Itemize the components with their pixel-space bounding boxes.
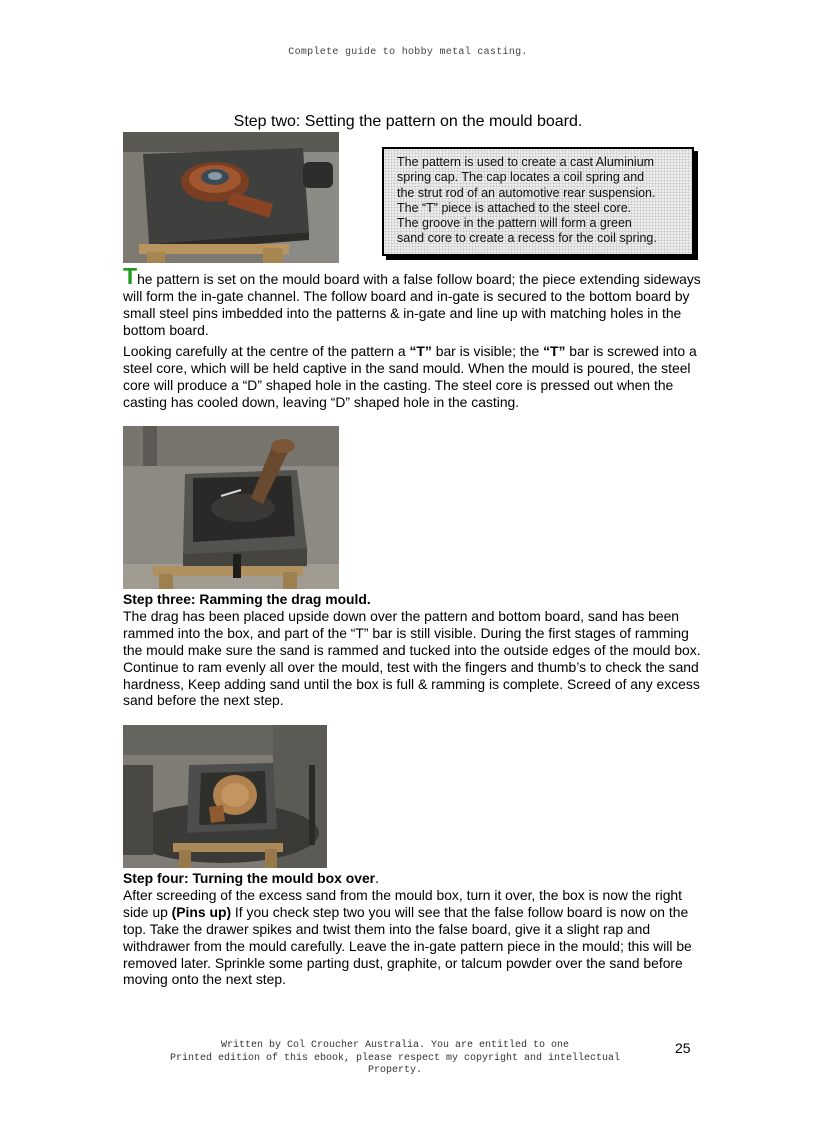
photo-mould-turned-over	[123, 725, 327, 868]
copyright-footer	[140, 1040, 650, 1078]
paragraph-text: bar is visible; the	[431, 343, 544, 359]
step-three-heading: Step three: Ramming the drag mould.	[123, 591, 371, 607]
footer-line: Printed edition of this ebook, please respect my copyright and intellectual	[169, 1052, 621, 1064]
drop-cap: T	[123, 263, 138, 289]
step-two-paragraph-2	[123, 343, 703, 411]
page-number: 25	[675, 1040, 691, 1056]
step-four-heading: Step four: Turning the mould box over	[123, 870, 376, 886]
t-bar-emphasis: “T”	[409, 343, 432, 359]
photo-pattern-on-board	[123, 132, 339, 263]
footer-line: Property.	[367, 1065, 422, 1076]
step-four-section	[123, 870, 703, 988]
step-three-section	[123, 591, 703, 709]
paragraph-text: If you check step two you will see that the false follow board is now on the top. Take the drawer spikes and twist them into the false board, give it a slight rap and withdrawer from the mould carefully. Leave the in-gate pattern piece in the mould; this will be removed later. Sprinkle some parting dust, graphite, or talcum powder over the sand before moving onto the next step.	[123, 903, 692, 988]
callout-line: sand core to create a recess for the coil spring.	[397, 231, 657, 246]
footer-line: Written by Col Croucher Australia. You are entitled to one	[220, 1040, 570, 1051]
paragraph-text: bar is screwed into a steel core, which will be held captive in the sand mould. When the mould is poured, the steel core will produce a “D” shaped hole in the casting. The steel core is pressed out when the casting has cooled down, leaving “D” shaped hole in the casting.	[123, 343, 697, 410]
callout-line: spring cap. The cap locates a coil spring and	[397, 170, 645, 185]
running-header: Complete guide to hobby metal casting.	[288, 47, 528, 58]
photo-ramming-drag	[123, 426, 339, 589]
paragraph-text: he pattern is set on the mould board with a false follow board; the piece extending sideways will form the in-gate channel. The follow board and in-gate is secured to the bottom board by small steel pins imbedded into the patterns & in-gate and line up with matching holes in the bottom board.	[123, 271, 701, 338]
heading-period: .	[375, 870, 379, 886]
paragraph-text: Looking carefully at the centre of the pattern a	[123, 343, 410, 359]
pattern-description-callout	[382, 147, 694, 256]
callout-line: The “T” piece is attached to the steel core.	[397, 200, 632, 215]
paragraph-text: After screeding of the excess sand from the mould box, turn it over, the box is now the right side up	[123, 886, 683, 920]
pins-up-emphasis: (Pins up)	[171, 903, 232, 920]
callout-line: The groove in the pattern will form a green	[397, 216, 632, 231]
t-bar-emphasis: “T”	[543, 343, 566, 359]
step-two-paragraph-1	[123, 263, 703, 339]
callout-line: The pattern is used to create a cast Aluminium	[397, 155, 655, 169]
step-two-title: Step two: Setting the pattern on the mould board.	[233, 113, 583, 130]
callout-line: the strut rod of an automotive rear suspension.	[397, 185, 656, 200]
paragraph-text: The drag has been placed upside down over the pattern and bottom board, sand has been rammed into the box, and part of the “T” bar is still visible. During the first stages of ramming the mould make sure the sand is rammed and tucked into the outside edges of the mould box. Continue to ram evenly all over the mould, test with the fingers and thumb’s to check the sand hardness, Keep adding sand until the box is full & ramming is complete. Screed of any excess sand before the next step.	[123, 607, 701, 709]
